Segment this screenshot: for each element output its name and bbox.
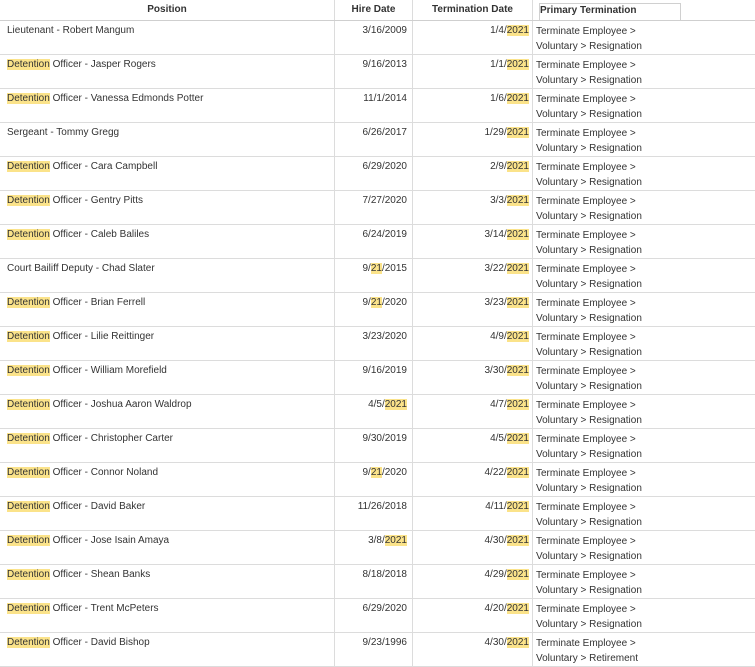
header-position[interactable]: Position: [0, 0, 335, 20]
cell-position: Detention Officer - Cara Campbell: [0, 157, 335, 190]
table-row[interactable]: [0, 565, 755, 599]
cell-position: Court Bailiff Deputy - Chad Slater: [0, 259, 335, 292]
table-row[interactable]: [0, 429, 755, 463]
cell-termination-reason: [533, 89, 755, 122]
reason-line: Terminate Employee >: [536, 468, 636, 479]
header-hire-date[interactable]: Hire Date: [335, 0, 413, 20]
cell-hire-date: 9/21/2020: [335, 463, 413, 496]
cell-hire-date: 4/5/2021: [335, 395, 413, 428]
reason-line: Voluntary > Resignation: [536, 414, 642, 426]
cell-termination-reason: [533, 463, 755, 496]
cell-termination-date: 1/1/2021: [413, 55, 533, 88]
reason-line: Terminate Employee >: [536, 60, 636, 71]
reason-line: Terminate Employee >: [536, 230, 636, 241]
cell-hire-date: 9/16/2013: [335, 55, 413, 88]
cell-termination-reason: [533, 123, 755, 156]
cell-position: Detention Officer - David Bishop: [0, 633, 335, 666]
cell-position: Detention Officer - David Baker: [0, 497, 335, 530]
reason-line: Terminate Employee >: [536, 298, 636, 309]
cell-termination-date: 3/22/2021: [413, 259, 533, 292]
cell-position: Detention Officer - Trent McPeters: [0, 599, 335, 632]
table-row[interactable]: [0, 157, 755, 191]
cell-hire-date: 3/23/2020: [335, 327, 413, 360]
reason-line: Terminate Employee >: [536, 536, 636, 547]
cell-termination-reason: [533, 259, 755, 292]
search-match-highlight: 2021: [506, 467, 529, 478]
cell-hire-date: 11/1/2014: [335, 89, 413, 122]
reason-line: Terminate Employee >: [536, 638, 636, 649]
reason-line: Terminate Employee >: [536, 366, 636, 377]
cell-position: Detention Officer - Brian Ferrell: [0, 293, 335, 326]
table-row[interactable]: [0, 599, 755, 633]
header-reason-label: Primary Termination: [539, 3, 681, 20]
search-match-highlight: 2021: [506, 331, 529, 342]
cell-hire-date: 11/26/2018: [335, 497, 413, 530]
cell-termination-date: 4/30/2021: [413, 531, 533, 564]
search-match-highlight: Detention: [7, 195, 50, 206]
cell-termination-reason: [533, 191, 755, 224]
cell-position: Detention Officer - Connor Noland: [0, 463, 335, 496]
reason-line: Voluntary > Resignation: [536, 210, 642, 222]
cell-hire-date: 6/29/2020: [335, 599, 413, 632]
cell-termination-date: 1/6/2021: [413, 89, 533, 122]
table-row[interactable]: [0, 531, 755, 565]
reason-line: Voluntary > Resignation: [536, 448, 642, 460]
search-match-highlight: 21: [370, 263, 382, 274]
reason-line: Voluntary > Resignation: [536, 312, 642, 324]
search-match-highlight: Detention: [7, 93, 50, 104]
search-match-highlight: 2021: [506, 25, 529, 36]
cell-position: Sergeant - Tommy Gregg: [0, 123, 335, 156]
search-match-highlight: Detention: [7, 569, 50, 580]
reason-line: Voluntary > Resignation: [536, 618, 642, 630]
cell-termination-reason: [533, 565, 755, 598]
search-match-highlight: Detention: [7, 467, 50, 478]
cell-termination-date: 4/11/2021: [413, 497, 533, 530]
reason-line: Terminate Employee >: [536, 502, 636, 513]
cell-termination-reason: [533, 633, 755, 666]
search-match-highlight: Detention: [7, 637, 50, 648]
cell-termination-reason: [533, 55, 755, 88]
reason-line: Voluntary > Resignation: [536, 584, 642, 596]
search-match-highlight: Detention: [7, 535, 50, 546]
cell-termination-date: 3/14/2021: [413, 225, 533, 258]
search-match-highlight: 21: [370, 467, 382, 478]
cell-termination-date: 4/9/2021: [413, 327, 533, 360]
reason-line: Voluntary > Resignation: [536, 142, 642, 154]
search-match-highlight: Detention: [7, 399, 50, 410]
table-row[interactable]: [0, 361, 755, 395]
reason-line: Voluntary > Resignation: [536, 40, 642, 52]
cell-termination-reason: [533, 395, 755, 428]
cell-termination-date: 4/5/2021: [413, 429, 533, 462]
reason-line: Voluntary > Resignation: [536, 482, 642, 494]
search-match-highlight: 2021: [506, 399, 529, 410]
cell-hire-date: 3/8/2021: [335, 531, 413, 564]
cell-termination-reason: [533, 531, 755, 564]
reason-line: Voluntary > Retirement: [536, 652, 638, 664]
cell-termination-date: 2/9/2021: [413, 157, 533, 190]
search-match-highlight: 2021: [506, 59, 529, 70]
table-body: [0, 21, 755, 667]
search-match-highlight: 2021: [506, 603, 529, 614]
cell-position: Lieutenant - Robert Mangum: [0, 21, 335, 54]
cell-hire-date: 9/23/1996: [335, 633, 413, 666]
cell-termination-reason: [533, 327, 755, 360]
search-match-highlight: 2021: [506, 195, 529, 206]
search-match-highlight: 2021: [506, 637, 529, 648]
header-termination-date[interactable]: Termination Date: [413, 0, 533, 20]
cell-position: Detention Officer - Christopher Carter: [0, 429, 335, 462]
reason-line: Voluntary > Resignation: [536, 278, 642, 290]
search-match-highlight: 2021: [506, 127, 529, 138]
reason-line: Terminate Employee >: [536, 128, 636, 139]
cell-position: Detention Officer - Caleb Baliles: [0, 225, 335, 258]
cell-hire-date: 6/26/2017: [335, 123, 413, 156]
search-match-highlight: 2021: [506, 569, 529, 580]
table-row[interactable]: [0, 123, 755, 157]
cell-termination-reason: [533, 293, 755, 326]
cell-termination-reason: [533, 599, 755, 632]
reason-line: Voluntary > Resignation: [536, 380, 642, 392]
cell-hire-date: 6/24/2019: [335, 225, 413, 258]
search-match-highlight: 2021: [506, 93, 529, 104]
search-match-highlight: 2021: [506, 535, 529, 546]
cell-termination-date: 4/22/2021: [413, 463, 533, 496]
search-match-highlight: Detention: [7, 59, 50, 70]
cell-termination-reason: [533, 21, 755, 54]
reason-line: Voluntary > Resignation: [536, 244, 642, 256]
search-match-highlight: 2021: [506, 365, 529, 376]
cell-position: Detention Officer - Joshua Aaron Waldrop: [0, 395, 335, 428]
reason-line: Terminate Employee >: [536, 400, 636, 411]
cell-termination-reason: [533, 157, 755, 190]
cell-termination-reason: [533, 225, 755, 258]
cell-position: Detention Officer - Lilie Reittinger: [0, 327, 335, 360]
reason-line: Voluntary > Resignation: [536, 516, 642, 528]
cell-hire-date: 6/29/2020: [335, 157, 413, 190]
table-row[interactable]: [0, 395, 755, 429]
search-match-highlight: Detention: [7, 297, 50, 308]
cell-hire-date: 9/16/2019: [335, 361, 413, 394]
search-match-highlight: 2021: [384, 399, 407, 410]
table-row[interactable]: [0, 463, 755, 497]
table-row[interactable]: [0, 225, 755, 259]
cell-hire-date: 9/30/2019: [335, 429, 413, 462]
reason-line: Voluntary > Resignation: [536, 108, 642, 120]
search-match-highlight: Detention: [7, 331, 50, 342]
reason-line: Voluntary > Resignation: [536, 176, 642, 188]
table-row[interactable]: [0, 497, 755, 531]
search-match-highlight: Detention: [7, 603, 50, 614]
cell-termination-date: 3/3/2021: [413, 191, 533, 224]
cell-position: Detention Officer - William Morefield: [0, 361, 335, 394]
header-termination-reason[interactable]: [533, 0, 755, 20]
cell-position: Detention Officer - Jose Isain Amaya: [0, 531, 335, 564]
cell-position: Detention Officer - Vanessa Edmonds Potter: [0, 89, 335, 122]
table-header: [0, 0, 755, 21]
search-match-highlight: 2021: [384, 535, 407, 546]
search-match-highlight: 2021: [506, 263, 529, 274]
cell-termination-date: 4/20/2021: [413, 599, 533, 632]
reason-line: Terminate Employee >: [536, 570, 636, 581]
cell-termination-reason: [533, 361, 755, 394]
reason-line: Terminate Employee >: [536, 162, 636, 173]
search-match-highlight: 21: [370, 297, 382, 308]
search-match-highlight: Detention: [7, 161, 50, 172]
cell-hire-date: 7/27/2020: [335, 191, 413, 224]
table-row[interactable]: [0, 293, 755, 327]
reason-line: Terminate Employee >: [536, 26, 636, 37]
reason-line: Terminate Employee >: [536, 332, 636, 343]
reason-line: Terminate Employee >: [536, 94, 636, 105]
cell-termination-reason: [533, 497, 755, 530]
cell-termination-date: 1/4/2021: [413, 21, 533, 54]
cell-position: Detention Officer - Shean Banks: [0, 565, 335, 598]
table-row[interactable]: [0, 259, 755, 293]
table-row[interactable]: [0, 21, 755, 55]
cell-termination-date: 3/23/2021: [413, 293, 533, 326]
table-row[interactable]: [0, 55, 755, 89]
cell-hire-date: 8/18/2018: [335, 565, 413, 598]
cell-termination-date: 4/30/2021: [413, 633, 533, 666]
search-match-highlight: Detention: [7, 229, 50, 240]
cell-hire-date: 9/21/2015: [335, 259, 413, 292]
reason-line: Terminate Employee >: [536, 264, 636, 275]
search-match-highlight: 2021: [506, 297, 529, 308]
cell-hire-date: 3/16/2009: [335, 21, 413, 54]
reason-line: Voluntary > Resignation: [536, 346, 642, 358]
cell-termination-date: 3/30/2021: [413, 361, 533, 394]
search-match-highlight: Detention: [7, 501, 50, 512]
reason-line: Voluntary > Resignation: [536, 550, 642, 562]
table-row[interactable]: [0, 191, 755, 225]
cell-termination-date: 1/29/2021: [413, 123, 533, 156]
table-row[interactable]: [0, 633, 755, 667]
search-match-highlight: 2021: [506, 161, 529, 172]
search-match-highlight: 2021: [506, 501, 529, 512]
reason-line: Voluntary > Resignation: [536, 74, 642, 86]
cell-termination-reason: [533, 429, 755, 462]
cell-termination-date: 4/29/2021: [413, 565, 533, 598]
search-match-highlight: Detention: [7, 433, 50, 444]
reason-line: Terminate Employee >: [536, 434, 636, 445]
search-match-highlight: Detention: [7, 365, 50, 376]
reason-line: Terminate Employee >: [536, 196, 636, 207]
search-match-highlight: 2021: [506, 433, 529, 444]
cell-position: Detention Officer - Gentry Pitts: [0, 191, 335, 224]
cell-termination-date: 4/7/2021: [413, 395, 533, 428]
search-match-highlight: 2021: [506, 229, 529, 240]
reason-line: Terminate Employee >: [536, 604, 636, 615]
cell-hire-date: 9/21/2020: [335, 293, 413, 326]
table-row[interactable]: [0, 89, 755, 123]
cell-position: Detention Officer - Jasper Rogers: [0, 55, 335, 88]
table-row[interactable]: [0, 327, 755, 361]
